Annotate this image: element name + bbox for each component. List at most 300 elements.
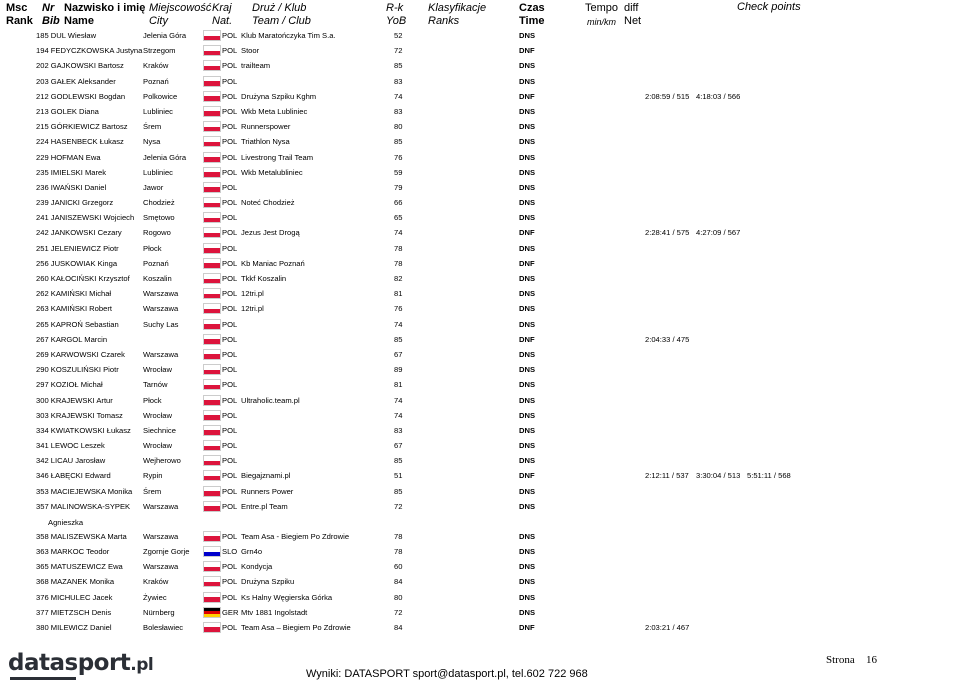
flag-pol-icon: [203, 440, 221, 451]
time-cell: DNS: [519, 486, 536, 496]
flag-slo-icon: [203, 546, 221, 557]
yob-cell: 81: [394, 380, 403, 390]
city-cell: Nysa: [143, 137, 161, 147]
city-cell: Jelenia Góra: [143, 152, 187, 162]
table-row: [0, 453, 960, 468]
header-checkpoints: Check points: [737, 1, 801, 13]
city-cell: Żywiec: [143, 592, 167, 602]
city-cell: Polkowice: [143, 91, 178, 101]
nat-cell: POL: [222, 274, 238, 283]
table-row: [0, 544, 960, 559]
checkpoint-2-cell: 4:18:03 / 566: [696, 91, 741, 101]
flag-pol-icon: [203, 501, 221, 512]
time-cell: DNS: [519, 289, 536, 299]
bib-name-cell: 376 MICHULEC Jacek: [36, 592, 113, 602]
nat-cell: POL: [222, 198, 238, 208]
team-cell: Triathlon Nysa: [241, 137, 290, 147]
city-cell: Koszalin: [143, 274, 172, 283]
time-cell: DNF: [519, 46, 535, 56]
results-contact-text: Wyniki: DATASPORT sport@datasport.pl, tel.602 722 968: [306, 668, 588, 680]
table-row: [0, 43, 960, 58]
page-number: 16: [866, 654, 877, 666]
yob-cell: 78: [394, 547, 403, 556]
header-yob-pl: R-k: [386, 2, 404, 14]
table-row: [0, 286, 960, 301]
header-ranks-pl: Klasyfikacje: [428, 2, 487, 14]
nat-cell: POL: [222, 486, 238, 496]
team-cell: Drużyna Szpiku Kghm: [241, 91, 317, 101]
logo-underline: [10, 677, 76, 680]
flag-pol-icon: [203, 319, 221, 330]
flag-pol-icon: [203, 197, 221, 208]
bib-name-cell: 363 MARKOC Teodor: [36, 547, 110, 556]
nat-cell: POL: [222, 31, 238, 40]
table-row: [0, 393, 960, 408]
flag-pol-icon: [203, 243, 221, 254]
nat-cell: POL: [222, 334, 238, 344]
yob-cell: 52: [394, 31, 403, 40]
city-cell: Lubliniec: [143, 106, 173, 116]
checkpoint-1-cell: 2:03:21 / 467: [645, 622, 690, 632]
city-cell: Tarnów: [143, 380, 168, 390]
table-row: [0, 210, 960, 225]
table-row: [0, 408, 960, 423]
yob-cell: 82: [394, 274, 403, 283]
bib-name-cell: 358 MALISZEWSKA Marta: [36, 531, 127, 541]
yob-cell: 79: [394, 182, 403, 192]
city-cell: Wrocław: [143, 410, 172, 420]
bib-name-cell: 297 KOZIOŁ Michał: [36, 380, 103, 390]
city-cell: Lubliniec: [143, 167, 173, 177]
table-row: [0, 241, 960, 256]
table-row: [0, 225, 960, 240]
yob-cell: 89: [394, 365, 403, 375]
nat-cell: POL: [222, 122, 238, 132]
yob-cell: 85: [394, 334, 403, 344]
flag-pol-icon: [203, 379, 221, 390]
header-pace-en: min/km: [587, 17, 616, 27]
flag-pol-icon: [203, 60, 221, 71]
checkpoint-3-cell: 5:51:11 / 568: [747, 471, 791, 481]
table-row: [0, 180, 960, 195]
flag-pol-icon: [203, 212, 221, 223]
header-rank: Rank: [6, 15, 33, 27]
team-cell: 12tri.pl: [241, 289, 264, 299]
table-row: [0, 89, 960, 104]
time-cell: DNS: [519, 547, 536, 556]
results-list: [0, 28, 960, 635]
flag-pol-icon: [203, 455, 221, 466]
nat-cell: POL: [222, 91, 238, 101]
flag-pol-icon: [203, 622, 221, 633]
table-row: [0, 605, 960, 620]
nat-cell: POL: [222, 425, 238, 435]
flag-pol-icon: [203, 395, 221, 406]
table-row: [0, 484, 960, 499]
time-cell: DNS: [519, 319, 536, 329]
table-row: [0, 165, 960, 180]
header-time-en: Time: [519, 15, 545, 27]
city-cell: Smętowo: [143, 213, 175, 223]
table-row: [0, 377, 960, 392]
time-cell: DNF: [519, 471, 535, 481]
nat-cell: POL: [222, 531, 238, 541]
header-time-pl: Czas: [519, 2, 545, 14]
header-net: Net: [624, 15, 642, 27]
yob-cell: 74: [394, 91, 403, 101]
flag-pol-icon: [203, 136, 221, 147]
table-row: [0, 620, 960, 635]
time-cell: DNF: [519, 622, 535, 632]
table-row: [0, 574, 960, 589]
bib-name-cell: 353 MACIEJEWSKA Monika: [36, 486, 133, 496]
city-cell: Warszawa: [143, 562, 179, 572]
bib-name-cell: 290 KOSZULIŃSKI Piotr: [36, 365, 119, 375]
yob-cell: 80: [394, 122, 403, 132]
nat-cell: POL: [222, 471, 238, 481]
city-cell: Warszawa: [143, 349, 179, 359]
city-cell: Rogowo: [143, 228, 171, 238]
header-yob-en: YoB: [386, 15, 407, 27]
nat-cell: POL: [222, 152, 238, 162]
yob-cell: 85: [394, 61, 403, 71]
time-cell: DNS: [519, 456, 536, 466]
nat-cell: POL: [222, 349, 238, 359]
nat-cell: POL: [222, 167, 238, 177]
time-cell: DNS: [519, 441, 536, 451]
yob-cell: 74: [394, 410, 403, 420]
table-row: [0, 195, 960, 210]
yob-cell: 59: [394, 167, 403, 177]
bib-name-cell: 251 JELENIEWICZ Piotr: [36, 243, 119, 253]
table-row: [0, 468, 960, 483]
table-row: [0, 362, 960, 377]
time-cell: DNS: [519, 61, 536, 71]
table-row: [0, 559, 960, 574]
time-cell: DNS: [519, 607, 536, 617]
yob-cell: 65: [394, 213, 403, 223]
page-footer: [0, 648, 960, 681]
table-row: [0, 423, 960, 438]
nat-cell: POL: [222, 182, 238, 192]
bib-name-cell: 239 JANICKI Grzegorz: [36, 198, 114, 208]
team-cell: Ks Halny Węgierska Górka: [241, 592, 333, 602]
time-cell: DNF: [519, 91, 535, 101]
flag-pol-icon: [203, 470, 221, 481]
team-cell: Klub Maratończyka Tim S.a.: [241, 31, 336, 40]
team-cell: Kb Maniac Poznań: [241, 258, 305, 268]
time-cell: DNS: [519, 410, 536, 420]
table-row: [0, 499, 960, 529]
time-cell: DNF: [519, 228, 535, 238]
table-row: [0, 438, 960, 453]
time-cell: DNS: [519, 395, 536, 405]
bib-name-cell: 242 JANKOWSKI Cezary: [36, 228, 122, 238]
team-cell: Ultraholic.team.pl: [241, 395, 300, 405]
flag-pol-icon: [203, 152, 221, 163]
yob-cell: 83: [394, 76, 403, 86]
flag-pol-icon: [203, 410, 221, 421]
yob-cell: 85: [394, 486, 403, 496]
team-cell: Biegajznami.pl: [241, 471, 291, 481]
yob-cell: 85: [394, 456, 403, 466]
team-cell: Runnerspower: [241, 122, 291, 132]
header-msc: Msc: [6, 2, 28, 14]
datasport-logo: [8, 650, 153, 676]
name-continuation-cell: Agnieszka: [48, 517, 84, 527]
time-cell: DNS: [519, 198, 536, 208]
time-cell: DNS: [519, 243, 536, 253]
bib-name-cell: 213 GOLEK Diana: [36, 106, 99, 116]
bib-name-cell: 263 KAMIŃSKI Robert: [36, 304, 112, 314]
bib-name-cell: 346 ŁABĘCKI Edward: [36, 471, 111, 481]
bib-name-cell: 303 KRAJEWSKI Tomasz: [36, 410, 123, 420]
time-cell: DNS: [519, 349, 536, 359]
time-cell: DNF: [519, 258, 535, 268]
checkpoint-2-cell: 4:27:09 / 567: [696, 228, 741, 238]
flag-pol-icon: [203, 91, 221, 102]
yob-cell: 83: [394, 106, 403, 116]
bib-name-cell: 334 KWIATKOWSKI Łukasz: [36, 425, 131, 435]
yob-cell: 72: [394, 46, 403, 56]
table-row: [0, 301, 960, 316]
city-cell: Wejherowo: [143, 456, 181, 466]
flag-pol-icon: [203, 258, 221, 269]
yob-cell: 83: [394, 425, 403, 435]
bib-name-cell: 203 GAŁEK Aleksander: [36, 76, 116, 86]
flag-pol-icon: [203, 273, 221, 284]
table-row: [0, 74, 960, 89]
bib-name-cell: 260 KAŁOCIŃSKI Krzysztof: [36, 274, 130, 283]
yob-cell: 74: [394, 228, 403, 238]
bib-name-cell: 342 LICAU Jarosław: [36, 456, 106, 466]
table-row: [0, 58, 960, 73]
time-cell: DNS: [519, 562, 536, 572]
city-cell: Poznań: [143, 258, 169, 268]
flag-pol-icon: [203, 349, 221, 360]
flag-pol-icon: [203, 303, 221, 314]
time-cell: DNS: [519, 577, 536, 587]
nat-cell: SLO: [222, 547, 238, 556]
header-city-en: City: [149, 15, 168, 27]
team-cell: Wkb Meta Lubliniec: [241, 106, 308, 116]
bib-name-cell: 215 GÓRKIEWICZ Bartosz: [36, 122, 128, 132]
nat-cell: POL: [222, 289, 238, 299]
header-name-pl: Nazwisko i imię: [64, 2, 146, 14]
city-cell: Śrem: [143, 486, 162, 496]
bib-name-cell: 202 GAJKOWSKI Bartosz: [36, 61, 124, 71]
bib-name-cell: 300 KRAJEWSKI Artur: [36, 395, 113, 405]
bib-name-cell: 212 GODLEWSKI Bogdan: [36, 91, 126, 101]
nat-cell: POL: [222, 577, 238, 587]
bib-name-cell: 236 IWAŃSKI Daniel: [36, 182, 107, 192]
table-row: [0, 104, 960, 119]
nat-cell: POL: [222, 501, 238, 511]
header-bib: Bib: [42, 15, 60, 27]
checkpoint-2-cell: 3:30:04 / 513: [696, 471, 741, 481]
nat-cell: POL: [222, 137, 238, 147]
team-cell: 12tri.pl: [241, 304, 264, 314]
bib-name-cell: 185 DUL Wiesław: [36, 31, 97, 40]
nat-cell: GER: [222, 607, 239, 617]
nat-cell: POL: [222, 365, 238, 375]
yob-cell: 85: [394, 137, 403, 147]
time-cell: DNS: [519, 213, 536, 223]
table-row: [0, 134, 960, 149]
yob-cell: 76: [394, 304, 403, 314]
bib-name-cell: 357 MALINOWSKA-SYPEK: [36, 501, 131, 511]
city-cell: Wrocław: [143, 365, 172, 375]
header-team-en: Team / Club: [252, 15, 311, 27]
nat-cell: POL: [222, 258, 238, 268]
time-cell: DNS: [519, 167, 536, 177]
flag-pol-icon: [203, 531, 221, 542]
city-cell: Zgornje Gorje: [143, 547, 190, 556]
bib-name-cell: 224 HASENBECK Łukasz: [36, 137, 124, 147]
team-cell: Entre.pl Team: [241, 501, 288, 511]
city-cell: Bolesławiec: [143, 622, 184, 632]
table-row: [0, 256, 960, 271]
team-cell: Drużyna Szpiku: [241, 577, 295, 587]
bib-name-cell: 235 IMIELSKI Marek: [36, 167, 107, 177]
yob-cell: 72: [394, 501, 403, 511]
nat-cell: POL: [222, 562, 238, 572]
flag-ger-icon: [203, 607, 221, 618]
city-cell: Strzegom: [143, 46, 176, 56]
time-cell: DNS: [519, 501, 536, 511]
city-cell: Śrem: [143, 122, 162, 132]
city-cell: Jelenia Góra: [143, 31, 187, 40]
city-cell: Płock: [143, 243, 162, 253]
team-cell: Jezus Jest Drogą: [241, 228, 300, 238]
table-row: [0, 590, 960, 605]
time-cell: DNS: [519, 182, 536, 192]
table-row: [0, 150, 960, 165]
time-cell: DNS: [519, 274, 536, 283]
nat-cell: POL: [222, 213, 238, 223]
time-cell: DNS: [519, 137, 536, 147]
yob-cell: 74: [394, 395, 403, 405]
time-cell: DNS: [519, 365, 536, 375]
team-cell: Noteć Chodzież: [241, 198, 295, 208]
flag-pol-icon: [203, 561, 221, 572]
table-row: [0, 28, 960, 43]
header-ranks-en: Ranks: [428, 15, 460, 27]
nat-cell: POL: [222, 456, 238, 466]
yob-cell: 84: [394, 577, 403, 587]
city-cell: Nürnberg: [143, 607, 175, 617]
time-cell: DNS: [519, 531, 536, 541]
nat-cell: POL: [222, 622, 238, 632]
yob-cell: 78: [394, 243, 403, 253]
time-cell: DNS: [519, 106, 536, 116]
table-row: [0, 347, 960, 362]
flag-pol-icon: [203, 364, 221, 375]
city-cell: Poznań: [143, 76, 169, 86]
team-cell: Wkb Metalubliniec: [241, 167, 303, 177]
header-nat-pl: Kraj: [212, 2, 232, 14]
city-cell: Warszawa: [143, 531, 179, 541]
team-cell: Stoor: [241, 46, 260, 56]
flag-pol-icon: [203, 121, 221, 132]
time-cell: DNS: [519, 304, 536, 314]
table-row: [0, 119, 960, 134]
nat-cell: POL: [222, 228, 238, 238]
header-name-en: Name: [64, 15, 94, 27]
yob-cell: 60: [394, 562, 403, 572]
table-row: [0, 529, 960, 544]
yob-cell: 76: [394, 152, 403, 162]
city-cell: Jawor: [143, 182, 164, 192]
yob-cell: 81: [394, 289, 403, 299]
time-cell: DNS: [519, 122, 536, 132]
flag-pol-icon: [203, 486, 221, 497]
yob-cell: 74: [394, 319, 403, 329]
nat-cell: POL: [222, 46, 238, 56]
nat-cell: POL: [222, 410, 238, 420]
flag-pol-icon: [203, 167, 221, 178]
flag-pol-icon: [203, 182, 221, 193]
logo-tld-text: .pl: [130, 655, 154, 675]
team-cell: Kondycja: [241, 562, 273, 572]
team-cell: Grn4o: [241, 547, 263, 556]
nat-cell: POL: [222, 395, 238, 405]
flag-pol-icon: [203, 576, 221, 587]
header-team-pl: Druż / Klub: [252, 2, 307, 14]
table-row: [0, 317, 960, 332]
checkpoint-1-cell: 2:08:59 / 515: [645, 91, 690, 101]
city-cell: Chodzież: [143, 198, 175, 208]
nat-cell: POL: [222, 319, 238, 329]
table-row: [0, 271, 960, 286]
city-cell: Kraków: [143, 61, 169, 71]
flag-pol-icon: [203, 334, 221, 345]
flag-pol-icon: [203, 227, 221, 238]
flag-pol-icon: [203, 425, 221, 436]
yob-cell: 78: [394, 531, 403, 541]
header-nr: Nr: [42, 2, 55, 14]
time-cell: DNS: [519, 31, 536, 40]
city-cell: Kraków: [143, 577, 169, 587]
header-city-pl: Miejscowość: [149, 2, 212, 14]
team-cell: Team Asa – Biegiem Po Zdrowie: [241, 622, 351, 632]
nat-cell: POL: [222, 592, 238, 602]
flag-pol-icon: [203, 592, 221, 603]
flag-pol-icon: [203, 45, 221, 56]
team-cell: Mtv 1881 Ingolstadt: [241, 607, 308, 617]
nat-cell: POL: [222, 380, 238, 390]
checkpoint-1-cell: 2:04:33 / 475: [645, 334, 690, 344]
time-cell: DNS: [519, 425, 536, 435]
yob-cell: 51: [394, 471, 403, 481]
page-label: Strona: [826, 654, 855, 666]
flag-pol-icon: [203, 30, 221, 41]
nat-cell: POL: [222, 61, 238, 71]
yob-cell: 84: [394, 622, 403, 632]
nat-cell: POL: [222, 441, 238, 451]
time-cell: DNF: [519, 334, 535, 344]
time-cell: DNS: [519, 380, 536, 390]
team-cell: Team Asa - Biegiem Po Zdrowie: [241, 531, 350, 541]
checkpoint-1-cell: 2:12:11 / 537: [645, 471, 689, 481]
nat-cell: POL: [222, 106, 238, 116]
bib-name-cell: 267 KARGOL Marcin: [36, 334, 108, 344]
flag-pol-icon: [203, 106, 221, 117]
city-cell: Siechnice: [143, 425, 176, 435]
city-cell: Płock: [143, 395, 162, 405]
bib-name-cell: 269 KARWOWSKI Czarek: [36, 349, 125, 359]
bib-name-cell: 380 MILEWICZ Daniel: [36, 622, 112, 632]
